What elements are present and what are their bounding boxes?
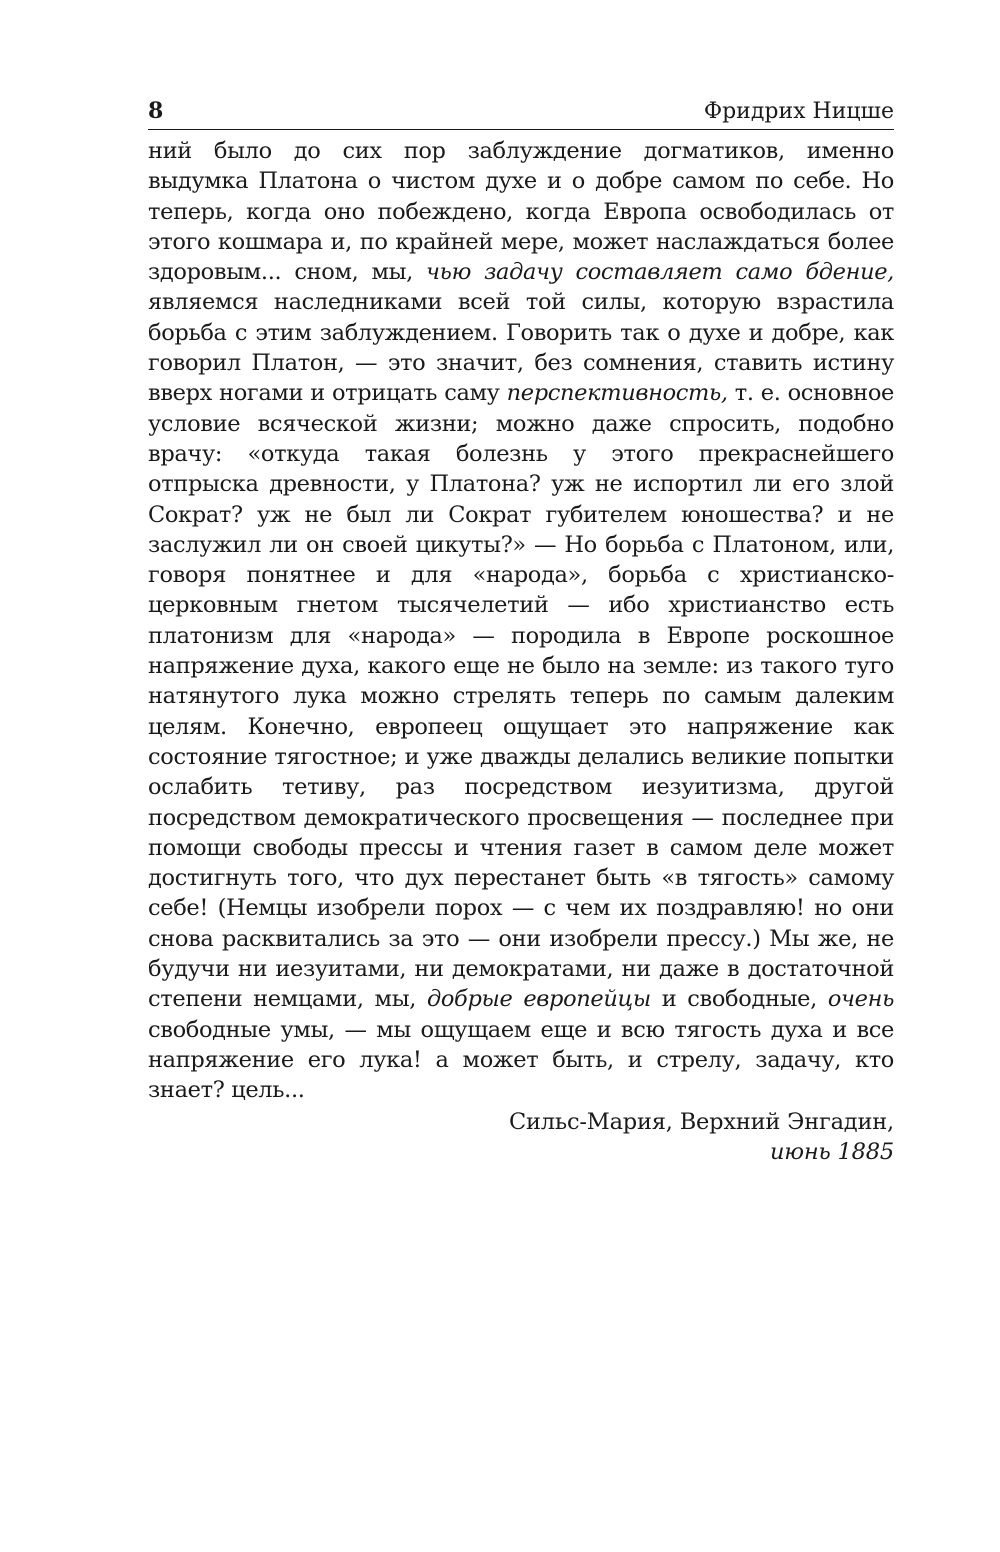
signature-place: Сильс-Мария, Верхний Энгадин, (508, 1108, 894, 1135)
page-number: 8 (148, 98, 164, 124)
body-text-segment: являемся наследниками всей той силы, которую взрастила борьба с этим заблуждением. Говорить так о духе и добре, как говорил Платон, — это значит, без сомнения, ставить истину вверх ногами и отрицать саму (148, 289, 894, 407)
book-page (148, 96, 894, 1167)
body-paragraph (148, 136, 894, 1106)
italic-phrase: очень (827, 986, 894, 1013)
body-text-segment: ний было до сих пор заблуждение догматиков, именно выдумка Платона о чистом духе и о добре самом по себе. Но теперь, когда оно побеждено, когда Европа освободилась от этого кошмара и, по крайней мере, может наслаждаться более здоровым... сном, мы, (148, 138, 894, 286)
body-text-segment: свободные умы, — мы ощущаем еще и всю тягость духа и все напряжение его лука! а может быть, и стрелу, задачу, кто знает? цель... (148, 1016, 894, 1104)
signature-date: июнь 1885 (770, 1138, 894, 1165)
running-header (148, 96, 894, 130)
italic-phrase: перспективность, (506, 380, 728, 407)
signature-block (148, 1107, 894, 1168)
italic-phrase: добрые европейцы (426, 986, 651, 1013)
body-text-segment: т. е. основное условие всяческой жизни; можно даже спросить, подобно врачу: «откуда такая болезнь у этого прекраснейшего отпрыска древности, у Платона? уж не испортил ли его злой Сократ? уж не был ли Сократ губителем юношества? и не заслужил ли он своей цикуты?» — Но борьба с Платоном, или, говоря понятнее и для «народа», борьба с христианско-церковным гнетом тысячелетий — ибо христианство есть платонизм для «народа» — породила в Европе роскошное напряжение духа, какого еще не было на земле: из такого туго натянутого лука можно стрелять теперь по самым далеким целям. Конечно, европеец ощущает это напряжение как состояние тягостное; и уже дважды делались великие попытки ослабить тетиву, раз посредством иезуитизма, другой посредством демократического просвещения — последнее при помощи свободы прессы и чтения газет в самом деле может достигнуть того, что дух перестанет быть «в тягость» самому себе! (Немцы изобрели порох — с чем их поздравляю! но они снова расквитались за это — они изобрели прессу.) Мы же, не будучи ни иезуитами, ни демократами, ни даже в достаточной степени немцами, мы, (148, 380, 894, 1013)
body-text-segment: и свободные, (650, 986, 828, 1013)
running-title: Фридрих Ницше (703, 99, 894, 124)
italic-phrase: чью задачу составляет само бдение, (426, 259, 894, 286)
